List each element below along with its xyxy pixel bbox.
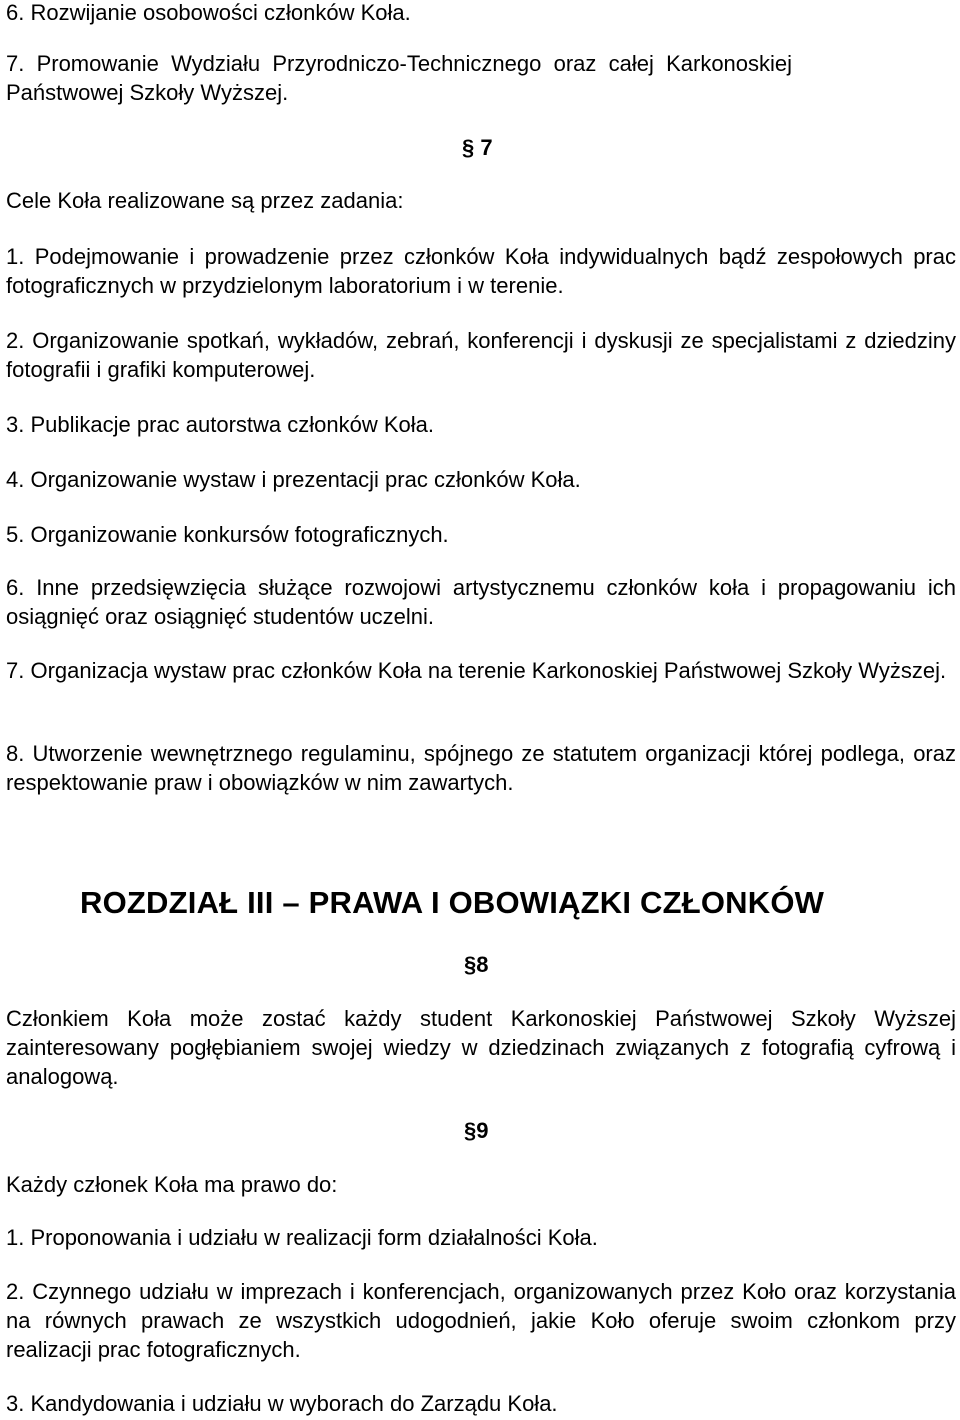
membership-paragraph: Członkiem Koła może zostać każdy student Karkonoskiej Państwowej Szkoły Wyższej zainteresowany pogłębianiem swojej wiedzy w dziedzinach związanych z fotografią cyfrową i analogową.	[6, 1006, 956, 1089]
task-item-8: 8. Utworzenie wewnętrznego regulaminu, spójnego ze statutem organizacji której podlega, oraz respektowanie praw i obowiązków w nim zawartych.	[6, 741, 956, 795]
right-item-1: 1. Proponowania i udziału w realizacji form działalności Koła.	[6, 1225, 598, 1250]
task-item-4: 4. Organizowanie wystaw i prezentacji prac członków Koła.	[6, 467, 581, 492]
tasks-intro: Cele Koła realizowane są przez zadania:	[6, 188, 404, 213]
chapter-heading: ROZDZIAŁ III – PRAWA I OBOWIĄZKI CZŁONKÓW	[80, 885, 825, 920]
task-item-2: 2. Organizowanie spotkań, wykładów, zebrań, konferencji i dyskusji ze specjalistami z dziedziny fotografii i grafiki komputerowej.	[6, 328, 956, 382]
right-item-3: 3. Kandydowania i udziału w wyborach do Zarządu Koła.	[6, 1391, 558, 1416]
rights-intro: Każdy członek Koła ma prawo do:	[6, 1172, 338, 1197]
goal-item-7-line1: 7. Promowanie Wydziału Przyrodniczo-Technicznego oraz całej Karkonoskiej	[6, 51, 793, 76]
goal-item-6: 6. Rozwijanie osobowości członków Koła.	[6, 0, 411, 25]
right-item-2: 2. Czynnego udziału w imprezach i konferencjach, organizowanych przez Koło oraz korzystania na równych prawach ze wszystkich udogodnień, jakie Koło oferuje swoim członkom przy realizacji prac fotograficznych.	[6, 1279, 956, 1362]
task-item-3: 3. Publikacje prac autorstwa członków Koła.	[6, 412, 434, 437]
task-item-6: 6. Inne przedsięwzięcia służące rozwojowi artystycznemu członków koła i propagowaniu ich osiągnięć oraz osiągnięć studentów uczelni.	[6, 575, 956, 629]
task-item-5: 5. Organizowanie konkursów fotograficznych.	[6, 522, 449, 547]
task-item-1: 1. Podejmowanie i prowadzenie przez członków Koła indywidualnych bądź zespołowych prac fotograficznych w przydzielonym laboratorium i w terenie.	[6, 244, 956, 298]
section-9-heading: §9	[464, 1118, 489, 1143]
task-item-7: 7. Organizacja wystaw prac członków Koła na terenie Karkonoskiej Państwowej Szkoły Wyższej.	[6, 658, 947, 683]
section-8-heading: §8	[464, 952, 489, 977]
goal-item-7-line2: Państwowej Szkoły Wyższej.	[6, 80, 289, 105]
section-7-heading: § 7	[462, 135, 493, 160]
